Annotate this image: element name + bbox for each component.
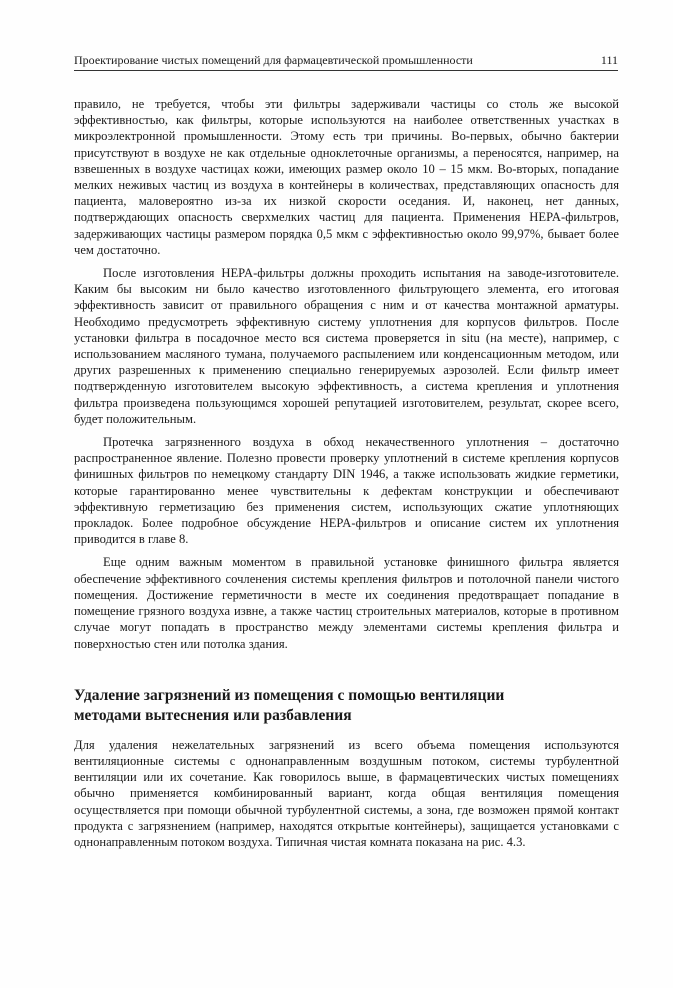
running-header-title: Проектирование чистых помещений для фармацевтической промышленности (74, 53, 473, 67)
section-heading: Удаление загрязнений из помещения с помощью вентиляции методами вытеснения или разбавления (74, 686, 505, 724)
paragraph: правило, не требуется, чтобы эти фильтры задерживали частицы со столь же высокой эффективностью, как фильтры, которые используются на наиболее ответственных участках в микроэлектронной промышленности. Этому есть три причины. Во-первых, обычно бактерии присутствуют в воздухе не как отдельные одноклеточные организмы, а переносятся, например, на взвешенных в воздухе частицах кожи, имеющих размер около 10 – 15 мкм. Во-вторых, попадание мелких неживых частиц из воздуха в контейнеры в количествах, представляющих опасность для пациента, маловероятно из-за их низкой скорости оседания. И, наконец, нет данных, подтверждающих опасность сверхмелких частиц для пациента. Применения HEPA-фильтров, задерживающих частицы размером порядка 0,5 мкм с эффективностью около 99,97%, бывает более чем достаточно. (74, 97, 619, 257)
paragraph: После изготовления HEPA-фильтры должны проходить испытания на заводе-изготовителе. Каким бы высоким ни было качество изготовленного фильтрующего элемента, его итоговая эффективность зависит от правильного обращения с ним и от качества монтажной арматуры. Необходимо предусмотреть эффективную систему уплотнения для корпусов фильтров. После установки фильтра в посадочное место вся система проверяется in situ (на месте), например, с использованием масляного тумана, получаемого распылением или конденсационным методом, или других разрешенных к применению специально генерируемых аэрозолей. Если фильтр имеет подтвержденную изготовителем высокую эффективность, а система крепления и уплотнения фильтра произведена пользующимся хорошей репутацией изготовителем, результат, скорее всего, будет положительным. (74, 266, 619, 426)
paragraph: Еще одним важным моментом в правильной установке финишного фильтра является обеспечение эффективного сочленения системы крепления фильтров и потолочной панели чистого помещения. Достижение герметичности в месте их соединения предотвращает попадание в помещение грязного воздуха извне, а также частиц строительных материалов, которые в противном случае могут попадать в пространство между элементами системы крепления фильтра и поверхностью стен или потолка здания. (74, 555, 619, 651)
page-number: 111 (600, 53, 618, 67)
paragraph: Для удаления нежелательных загрязнений из всего объема помещения используются вентиляционные системы с однонаправленным воздушным потоком, системы турбулентной вентиляции или их сочетание. Как говорилось выше, в фармацевтических чистых помещениях обычно применяется комбинированный вариант, когда общая вентиляция помещения осуществляется при помощи обычной турбулентной системы, а зона, где возможен прямой контакт продукта с загрязнением (например, находятся открытые контейнеры), защищается установками с однонаправленным потоком воздуха. Типичная чистая комната показана на рис. 4.3. (74, 737, 619, 849)
running-header (74, 51, 618, 71)
page-body (74, 96, 619, 857)
paragraph: Протечка загрязненного воздуха в обход некачественного уплотнения – достаточно распространенное явление. Полезно провести проверку уплотнений в системе крепления корпусов финишных фильтров по немецкому стандарту DIN 1946, а также использовать жидкие герметики, которые гарантированно менее чувствительны к дефектам конструкции и обеспечивают эффективную герметизацию без применения систем, использующих сжатие уплотняющих прокладок. Более подробное обсуждение HEPA-фильтров и описание систем их уплотнения приводится в главе 8. (74, 435, 619, 547)
